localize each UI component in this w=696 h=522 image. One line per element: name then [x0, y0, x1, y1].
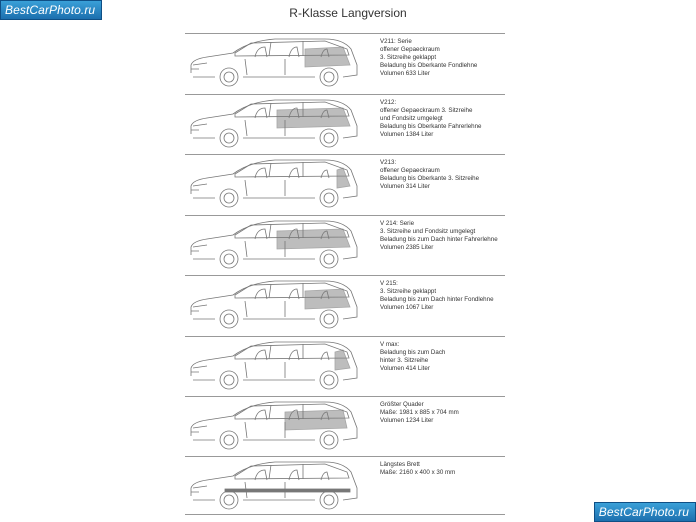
car-cutaway-illustration — [185, 338, 375, 396]
variant-row — [185, 94, 505, 156]
description-line: offener Gepaeckraum — [380, 45, 440, 53]
bottom-divider — [185, 514, 505, 515]
row-divider — [185, 94, 505, 95]
variant-row — [185, 33, 505, 95]
description-line: V 215: — [380, 280, 398, 287]
car-cutaway-illustration — [185, 96, 375, 154]
car-cutaway-illustration — [185, 277, 375, 335]
description-line: offener Gepaeckraum 3. Sitzreihe — [380, 106, 473, 114]
description-line: Größter Quader — [380, 401, 424, 408]
description-line: 3. Sitzreihe und Fondsitz umgelegt — [380, 227, 476, 235]
variant-description — [380, 401, 510, 425]
description-line: Beladung bis Oberkante 3. Sitzreihe — [380, 174, 480, 182]
description-line: offener Gepaeckraum — [380, 166, 440, 174]
description-line: V213: — [380, 159, 397, 166]
row-divider — [185, 396, 505, 397]
variant-row — [185, 396, 505, 458]
variant-row — [185, 275, 505, 337]
description-line: Volumen 1067 Liter — [380, 303, 434, 311]
description-line: Beladung bis zum Dach hinter Fondlehne — [380, 295, 494, 303]
variant-description — [380, 280, 510, 312]
description-line: Beladung bis zum Dach — [380, 348, 446, 356]
variant-description — [380, 159, 510, 191]
page-title: R-Klasse Langversion — [289, 6, 407, 20]
description-line: V 214: Serie — [380, 220, 415, 227]
variant-description — [380, 461, 510, 477]
variant-description — [380, 99, 510, 138]
car-cutaway-illustration — [185, 398, 375, 456]
description-line: Beladung bis zum Dach hinter Fahrerlehne — [380, 235, 498, 243]
variant-description — [380, 220, 510, 252]
description-line: Maße: 2160 x 400 x 30 mm — [380, 468, 456, 476]
description-line: V max: — [380, 341, 400, 348]
car-cutaway-illustration — [185, 35, 375, 93]
variant-description — [380, 38, 510, 77]
description-line: Beladung bis Oberkante Fondlehne — [380, 61, 478, 69]
description-line: und Fondsitz umgelegt — [380, 114, 443, 122]
row-divider — [185, 456, 505, 457]
description-line: 3. Sitzreihe geklappt — [380, 287, 437, 295]
variant-description — [380, 341, 510, 373]
car-cutaway-illustration — [185, 217, 375, 275]
description-line: Volumen 314 Liter — [380, 182, 430, 190]
description-line: 3. Sitzreihe geklappt — [380, 53, 437, 61]
variant-row — [185, 456, 505, 518]
description-line: hinter 3. Sitzreihe — [380, 356, 429, 364]
variant-row — [185, 336, 505, 398]
description-line: Beladung bis Oberkante Fahrerlehne — [380, 122, 482, 130]
row-divider — [185, 215, 505, 216]
description-line: Volumen 414 Liter — [380, 364, 430, 372]
row-divider — [185, 336, 505, 337]
row-divider — [185, 275, 505, 276]
row-divider — [185, 154, 505, 155]
row-divider — [185, 33, 505, 34]
description-line: Maße: 1981 x 885 x 704 mm — [380, 408, 459, 416]
description-line: V212: — [380, 99, 397, 106]
car-cutaway-illustration — [185, 156, 375, 214]
car-cutaway-illustration — [185, 458, 375, 516]
description-line: V211: Serie — [380, 38, 412, 45]
variant-row — [185, 154, 505, 216]
description-line: Volumen 633 Liter — [380, 69, 430, 77]
description-line: Volumen 1234 Liter — [380, 416, 434, 424]
description-line: Volumen 1384 Liter — [380, 130, 434, 138]
variant-row — [185, 215, 505, 277]
watermark-bottom: BestCarPhoto.ru — [594, 502, 696, 522]
description-line: Volumen 2385 Liter — [380, 243, 434, 251]
watermark-top: BestCarPhoto.ru — [0, 0, 102, 20]
description-line: Längstes Brett — [380, 461, 420, 468]
